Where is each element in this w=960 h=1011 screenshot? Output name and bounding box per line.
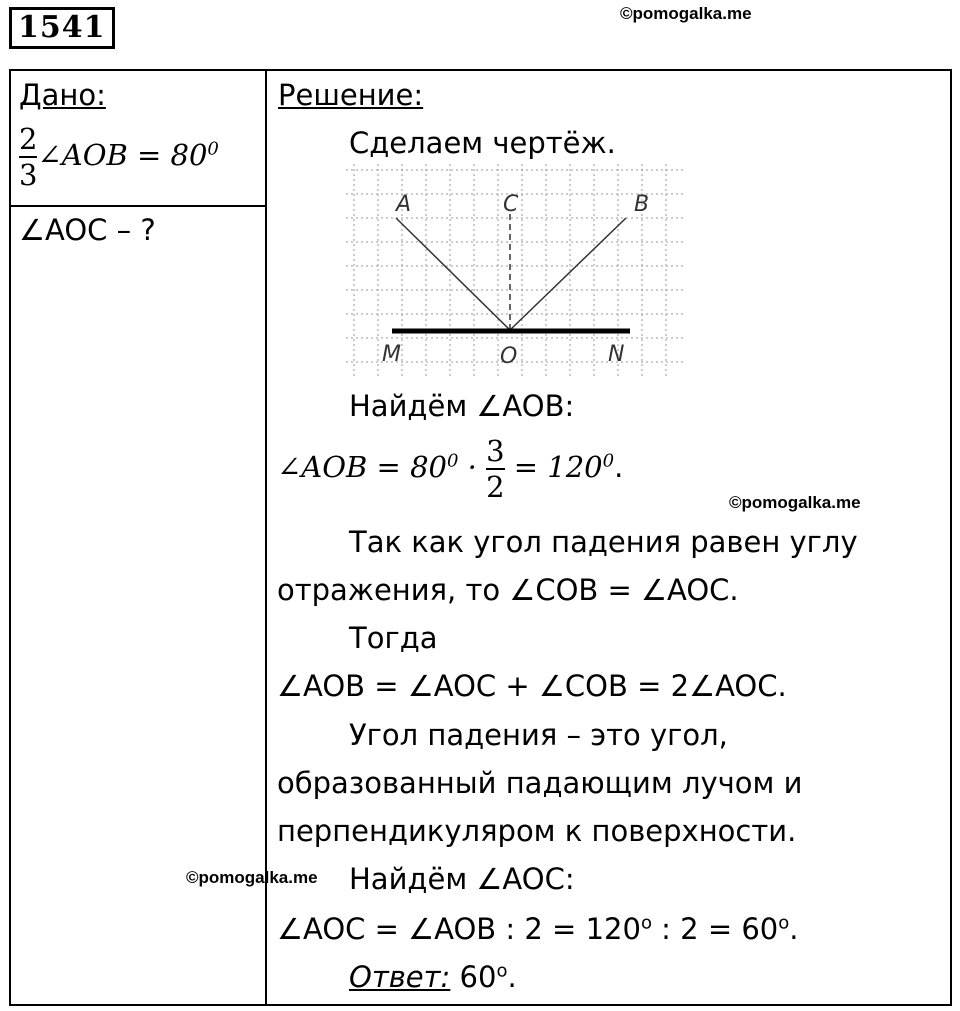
solution-calc: ∠AOB = $80^0$ · $\frac{3}{2}$ = $120^0$.: [277, 434, 624, 504]
solution-line8: образованный падающим лучом и: [277, 766, 803, 800]
given-expression: $\frac{2}{3}$ ∠AOB = $80^0$: [19, 122, 219, 192]
solution-line3: Так как угол падения равен углу: [349, 525, 858, 559]
label-a: A: [396, 192, 412, 217]
problem-number: 1541: [9, 7, 115, 49]
solution-line10: Найдём ∠AOC:: [349, 862, 575, 896]
label-n: N: [608, 342, 625, 367]
watermark-middle: ©pomogalka.me: [729, 493, 861, 512]
given-find: ∠AOC – ?: [19, 213, 156, 247]
solution-line11: ∠AOC = ∠AOB : $2 = 120^o$ : $2 = 60^o$.: [277, 912, 799, 946]
given-title: Дано:: [19, 78, 106, 112]
solution-line9: перпендикуляром к поверхности.: [277, 814, 797, 848]
solution-line6: ∠AOB = ∠AOC + ∠COB = 2∠AOC.: [277, 669, 787, 703]
solution-line1: Сделаем чертёж.: [349, 126, 616, 160]
reflection-diagram: [340, 162, 690, 382]
watermark: ©pomogalka.me: [620, 4, 752, 23]
ray-ao: [396, 218, 510, 330]
solution-line2: Найдём ∠AOB:: [349, 389, 575, 423]
column-divider: [265, 69, 267, 1006]
solution-line4: отражения, то ∠COB = ∠AOC.: [277, 573, 739, 607]
label-o: O: [500, 344, 518, 369]
answer-value: 60: [450, 960, 497, 994]
ray-ob: [510, 218, 626, 330]
label-c: C: [503, 192, 519, 217]
label-b: B: [634, 192, 650, 217]
answer: Ответ: 60$^o$.: [349, 960, 517, 994]
solution-title: Решение:: [278, 78, 424, 112]
solution-line7: Угол падения – это угол,: [349, 718, 728, 752]
solution-line5: Тогда: [349, 621, 438, 655]
answer-label: Ответ:: [349, 960, 451, 994]
given-divider: [9, 205, 266, 207]
watermark-bottom: ©pomogalka.me: [186, 868, 318, 887]
label-m: M: [382, 342, 401, 367]
